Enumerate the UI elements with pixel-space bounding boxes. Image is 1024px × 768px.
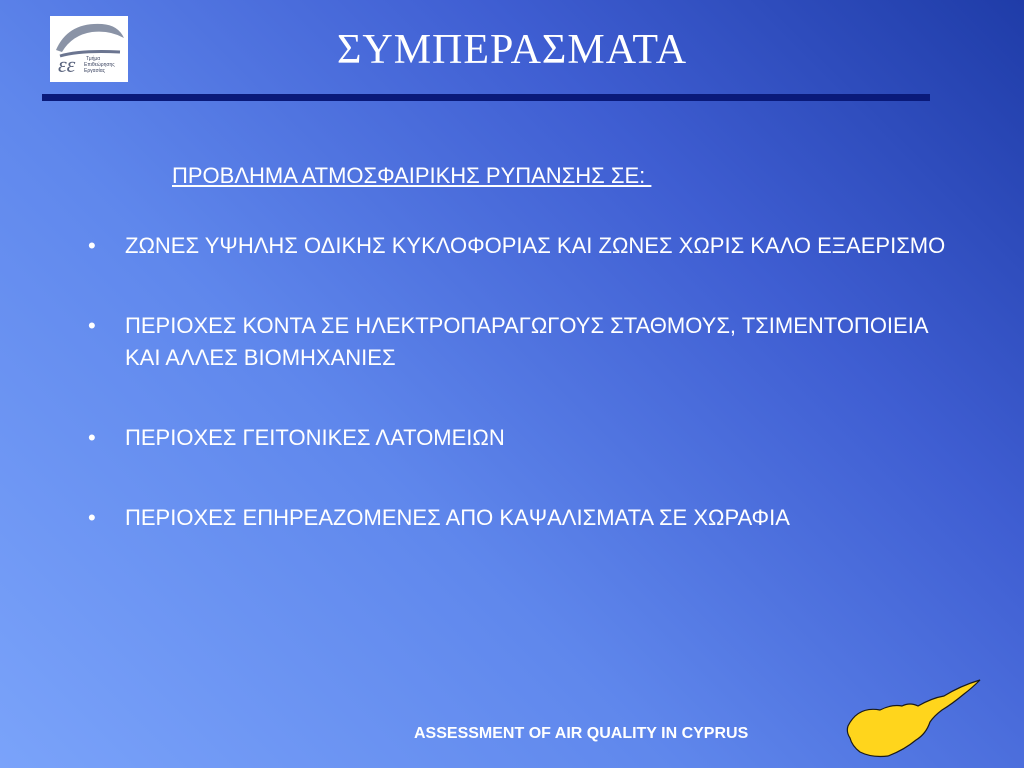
title-divider (42, 94, 930, 101)
list-item (88, 502, 948, 534)
bullet-text: ΠΕΡΙΟΧΕΣ ΚΟΝΤΑ ΣΕ ΗΛΕΚΤΡΟΠΑΡΑΓΩΓΟΥΣ ΣΤΑΘΜΟΥΣ, ΤΣΙΜΕΝΤΟΠΟΙΕΙΑ ΚΑΙ ΑΛΛΕΣ ΒΙΟΜΗΧΑΝΙΕΣ (125, 313, 928, 370)
list-item (88, 230, 948, 262)
bullet-icon: • (88, 425, 96, 450)
cyprus-map-icon (840, 676, 986, 760)
svg-text:Τμήμα: Τμήμα (86, 56, 101, 62)
slide-subheading: ΠΡΟΒΛΗΜΑ ΑΤΜΟΣΦΑΙΡΙΚΗΣ ΡΥΠΑΝΣΗΣ ΣΕ: (172, 163, 652, 188)
svg-text:Επιθεώρησης: Επιθεώρησης (84, 62, 115, 68)
svg-text:Εργασίας: Εργασίας (84, 68, 106, 74)
bullet-text: ΠΕΡΙΟΧΕΣ ΕΠΗΡΕΑΖΟΜΕΝΕΣ ΑΠΟ ΚΑΨΑΛΙΣΜΑΤΑ ΣΕ ΧΩΡΑΦΙΑ (125, 505, 790, 530)
slide-title: ΣΥΜΠΕΡΑΣΜΑΤΑ (336, 27, 688, 73)
bullet-text: ΖΩΝΕΣ ΥΨΗΛΗΣ ΟΔΙΚΗΣ ΚΥΚΛΟΦΟΡΙΑΣ ΚΑΙ ΖΩΝΕΣ ΧΩΡΙΣ ΚΑΛΟ ΕΞΑΕΡΙΣΜΟ (125, 233, 946, 258)
bullet-icon: • (88, 505, 96, 530)
footer-text: ASSESSMENT OF AIR QUALITY IN CYPRUS (414, 725, 749, 742)
bullet-list (88, 230, 948, 582)
bullet-text: ΠΕΡΙΟΧΕΣ ΓΕΙΤΟΝΙΚΕΣ ΛΑΤΟΜΕΙΩΝ (125, 425, 505, 450)
list-item (88, 310, 948, 374)
bullet-icon: • (88, 313, 96, 338)
bullet-icon: • (88, 233, 96, 258)
list-item (88, 422, 948, 454)
svg-text:εε: εε (58, 52, 76, 77)
